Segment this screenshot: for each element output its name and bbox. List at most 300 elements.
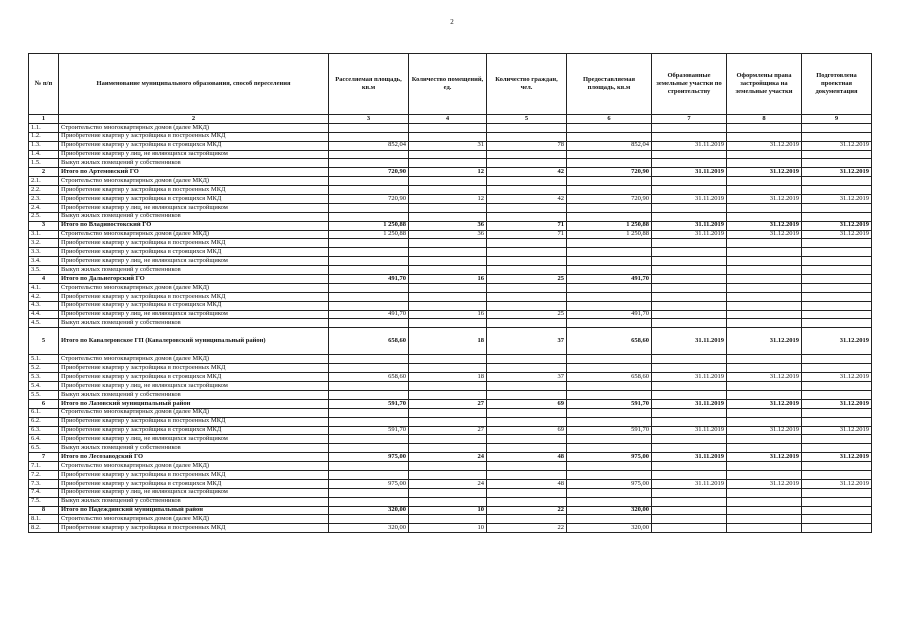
citizens-count-cell [487,364,567,373]
provided-area-cell [567,248,652,257]
developer-rights-date-cell: 31.12.2019 [727,373,802,382]
municipality-name-cell: Приобретение квартир у лиц, не являющихся застройщиком [59,435,329,444]
table-row [29,382,872,391]
developer-rights-date-cell: 31.12.2019 [727,453,802,462]
table-row-total [29,399,872,408]
table-row [29,435,872,444]
row-number-cell: 5.3. [29,373,59,382]
provided-area-cell: 720,90 [567,195,652,204]
land-plots-date-cell [652,462,727,471]
citizens-count-cell [487,515,567,524]
provided-area-cell: 320,00 [567,524,652,533]
citizens-count-cell: 22 [487,506,567,515]
project-docs-date-cell [802,364,872,373]
municipality-name-cell: Приобретение квартир у застройщика в строящихся МКД [59,479,329,488]
citizens-count-cell [487,497,567,506]
resettled-area-cell [329,390,409,399]
resettled-area-cell [329,470,409,479]
developer-rights-date-cell: 31.12.2019 [727,141,802,150]
provided-area-cell [567,364,652,373]
citizens-count-cell [487,444,567,453]
table-row [29,426,872,435]
provided-area-cell [567,470,652,479]
row-number-cell: 5.5. [29,390,59,399]
municipality-name-cell: Приобретение квартир у застройщика в построенных МКД [59,292,329,301]
premises-count-cell [409,266,487,275]
table-row [29,444,872,453]
municipality-name-cell: Строительство многоквартирных домов (далее МКД) [59,283,329,292]
land-plots-date-cell [652,319,727,328]
municipality-name-cell: Итого по Лазовский муниципальный район [59,399,329,408]
resettled-area-cell [329,150,409,159]
municipality-name-cell: Приобретение квартир у лиц, не являющихся застройщиком [59,150,329,159]
row-number-cell: 6.4. [29,435,59,444]
table-row [29,123,872,132]
municipality-name-cell: Приобретение квартир у лиц, не являющихся застройщиком [59,310,329,319]
resettled-area-cell [329,239,409,248]
row-number-cell: 3.1. [29,230,59,239]
row-number-cell: 7.1. [29,462,59,471]
premises-count-cell [409,123,487,132]
land-plots-date-cell [652,177,727,186]
land-plots-date-cell: 31.11.2019 [652,426,727,435]
table-row [29,524,872,533]
land-plots-date-cell [652,355,727,364]
project-docs-date-cell [802,177,872,186]
developer-rights-date-cell [727,239,802,248]
citizens-count-cell [487,123,567,132]
project-docs-date-cell [802,435,872,444]
citizens-count-cell: 42 [487,168,567,177]
provided-area-cell [567,497,652,506]
table-row [29,417,872,426]
resettled-area-cell [329,435,409,444]
developer-rights-date-cell [727,186,802,195]
developer-rights-date-cell [727,488,802,497]
project-docs-date-cell [802,159,872,168]
table-row [29,266,872,275]
project-docs-date-cell [802,132,872,141]
municipality-name-cell: Приобретение квартир у застройщика в построенных МКД [59,186,329,195]
municipality-name-cell: Приобретение квартир у застройщика в построенных МКД [59,239,329,248]
developer-rights-date-cell [727,417,802,426]
premises-count-cell [409,159,487,168]
developer-rights-date-cell [727,444,802,453]
resettled-area-cell [329,355,409,364]
row-number-cell: 6 [29,399,59,408]
premises-count-cell [409,319,487,328]
column-number: 1 [29,115,59,124]
premises-count-cell [409,248,487,257]
row-number-cell: 4 [29,275,59,284]
land-plots-date-cell [652,470,727,479]
table-row [29,470,872,479]
municipality-name-cell: Приобретение квартир у застройщика в построенных МКД [59,524,329,533]
project-docs-date-cell: 31.12.2019 [802,328,872,355]
citizens-count-cell [487,239,567,248]
provided-area-cell [567,408,652,417]
column-number: 8 [727,115,802,124]
citizens-count-cell: 42 [487,195,567,204]
resettled-area-cell [329,462,409,471]
resettled-area-cell [329,417,409,426]
citizens-count-cell: 69 [487,426,567,435]
land-plots-date-cell [652,408,727,417]
project-docs-date-cell [802,390,872,399]
column-number: 4 [409,115,487,124]
premises-count-cell: 24 [409,453,487,462]
municipality-name-cell: Выкуп жилых помещений у собственников [59,319,329,328]
table-row [29,248,872,257]
resettled-area-cell [329,301,409,310]
provided-area-cell: 658,60 [567,328,652,355]
premises-count-cell [409,390,487,399]
citizens-count-cell: 48 [487,479,567,488]
project-docs-date-cell [802,275,872,284]
row-number-cell: 7 [29,453,59,462]
land-plots-date-cell: 31.11.2019 [652,230,727,239]
municipality-name-cell: Приобретение квартир у застройщика в строящихся МКД [59,248,329,257]
citizens-count-cell: 37 [487,373,567,382]
premises-count-cell [409,212,487,221]
column-number-row [29,115,872,124]
provided-area-cell [567,292,652,301]
land-plots-date-cell [652,364,727,373]
developer-rights-date-cell [727,355,802,364]
project-docs-date-cell [802,310,872,319]
project-docs-date-cell [802,292,872,301]
resettlement-table [28,53,872,533]
resettled-area-cell [329,212,409,221]
municipality-name-cell: Итого по Надеждинский муниципальный район [59,506,329,515]
row-number-cell: 8 [29,506,59,515]
provided-area-cell: 591,70 [567,399,652,408]
table-row [29,230,872,239]
provided-area-cell [567,319,652,328]
table-row [29,364,872,373]
municipality-name-cell: Строительство многоквартирных домов (далее МКД) [59,123,329,132]
premises-count-cell [409,132,487,141]
developer-rights-date-cell [727,257,802,266]
land-plots-date-cell [652,506,727,515]
land-plots-date-cell: 31.11.2019 [652,453,727,462]
provided-area-cell [567,283,652,292]
municipality-name-cell: Выкуп жилых помещений у собственников [59,444,329,453]
developer-rights-date-cell [727,203,802,212]
resettled-area-cell [329,186,409,195]
resettled-area-cell: 1 250,88 [329,221,409,230]
developer-rights-date-cell: 31.12.2019 [727,195,802,204]
citizens-count-cell: 71 [487,221,567,230]
provided-area-cell [567,239,652,248]
table-row [29,141,872,150]
resettled-area-cell [329,408,409,417]
header-land-plots: Образованные земельные участки по строительству [652,54,727,115]
row-number-cell: 7.3. [29,479,59,488]
table-row-total [29,275,872,284]
municipality-name-cell: Итого по Лесозаводский ГО [59,453,329,462]
municipality-name-cell: Строительство многоквартирных домов (далее МКД) [59,462,329,471]
citizens-count-cell [487,488,567,497]
header-project-docs: Подготовлена проектная документация [802,54,872,115]
developer-rights-date-cell [727,497,802,506]
resettled-area-cell [329,132,409,141]
row-number-cell: 4.5. [29,319,59,328]
land-plots-date-cell [652,310,727,319]
resettled-area-cell: 975,00 [329,453,409,462]
row-number-cell: 2.3. [29,195,59,204]
premises-count-cell [409,470,487,479]
developer-rights-date-cell [727,292,802,301]
developer-rights-date-cell [727,150,802,159]
resettled-area-cell: 720,90 [329,168,409,177]
land-plots-date-cell [652,488,727,497]
row-number-cell: 5.2. [29,364,59,373]
provided-area-cell: 975,00 [567,479,652,488]
project-docs-date-cell: 31.12.2019 [802,373,872,382]
resettled-area-cell [329,266,409,275]
developer-rights-date-cell: 31.12.2019 [727,426,802,435]
municipality-name-cell: Выкуп жилых помещений у собственников [59,212,329,221]
premises-count-cell: 27 [409,399,487,408]
developer-rights-date-cell [727,159,802,168]
land-plots-date-cell [652,159,727,168]
provided-area-cell: 320,00 [567,506,652,515]
developer-rights-date-cell [727,248,802,257]
provided-area-cell [567,444,652,453]
citizens-count-cell [487,319,567,328]
premises-count-cell [409,382,487,391]
developer-rights-date-cell [727,123,802,132]
provided-area-cell [567,390,652,399]
developer-rights-date-cell: 31.12.2019 [727,221,802,230]
premises-count-cell: 16 [409,275,487,284]
provided-area-cell: 591,70 [567,426,652,435]
premises-count-cell [409,515,487,524]
developer-rights-date-cell [727,132,802,141]
provided-area-cell [567,515,652,524]
resettled-area-cell: 591,70 [329,426,409,435]
provided-area-cell [567,212,652,221]
premises-count-cell: 36 [409,230,487,239]
table-row-total [29,506,872,515]
provided-area-cell: 1 250,88 [567,221,652,230]
project-docs-date-cell [802,470,872,479]
row-number-cell: 4.4. [29,310,59,319]
project-docs-date-cell: 31.12.2019 [802,426,872,435]
land-plots-date-cell [652,248,727,257]
premises-count-cell [409,462,487,471]
citizens-count-cell [487,417,567,426]
land-plots-date-cell [652,203,727,212]
municipality-name-cell: Строительство многоквартирных домов (далее МКД) [59,515,329,524]
citizens-count-cell [487,470,567,479]
developer-rights-date-cell: 31.12.2019 [727,399,802,408]
row-number-cell: 8.1. [29,515,59,524]
premises-count-cell [409,203,487,212]
provided-area-cell [567,435,652,444]
land-plots-date-cell [652,390,727,399]
provided-area-cell [567,186,652,195]
land-plots-date-cell: 31.11.2019 [652,399,727,408]
citizens-count-cell [487,212,567,221]
developer-rights-date-cell [727,301,802,310]
project-docs-date-cell [802,417,872,426]
municipality-name-cell: Итого по Кавалеровское ГП (Кавалеровский муниципальный район) [59,328,329,355]
resettled-area-cell [329,283,409,292]
citizens-count-cell: 37 [487,328,567,355]
row-number-cell: 6.1. [29,408,59,417]
premises-count-cell [409,497,487,506]
project-docs-date-cell [802,283,872,292]
provided-area-cell: 720,90 [567,168,652,177]
land-plots-date-cell [652,123,727,132]
provided-area-cell [567,355,652,364]
citizens-count-cell [487,150,567,159]
developer-rights-date-cell [727,275,802,284]
premises-count-cell [409,355,487,364]
table-row [29,177,872,186]
table-row [29,292,872,301]
municipality-name-cell: Приобретение квартир у лиц, не являющихся застройщиком [59,488,329,497]
table-row [29,283,872,292]
row-number-cell: 2.5. [29,212,59,221]
developer-rights-date-cell [727,515,802,524]
header-citizens-count: Количество граждан, чел. [487,54,567,115]
municipality-name-cell: Итого по Дальнегорский ГО [59,275,329,284]
resettled-area-cell [329,364,409,373]
table-row [29,462,872,471]
resettled-area-cell [329,382,409,391]
premises-count-cell: 24 [409,479,487,488]
resettled-area-cell [329,497,409,506]
table-row [29,373,872,382]
premises-count-cell [409,364,487,373]
row-number-cell: 1.3. [29,141,59,150]
table-row [29,257,872,266]
provided-area-cell [567,301,652,310]
municipality-name-cell: Приобретение квартир у лиц, не являющихся застройщиком [59,382,329,391]
resettled-area-cell [329,515,409,524]
table-row [29,390,872,399]
citizens-count-cell [487,132,567,141]
citizens-count-cell: 69 [487,399,567,408]
land-plots-date-cell [652,444,727,453]
developer-rights-date-cell [727,177,802,186]
provided-area-cell [567,462,652,471]
row-number-cell: 7.5. [29,497,59,506]
header-row-number: № п/п [29,54,59,115]
municipality-name-cell: Строительство многоквартирных домов (далее МКД) [59,230,329,239]
municipality-name-cell: Приобретение квартир у застройщика в построенных МКД [59,470,329,479]
land-plots-date-cell [652,150,727,159]
premises-count-cell: 10 [409,524,487,533]
row-number-cell: 3.4. [29,257,59,266]
project-docs-date-cell [802,123,872,132]
citizens-count-cell [487,408,567,417]
land-plots-date-cell [652,292,727,301]
table-header-row [29,54,872,115]
resettled-area-cell [329,444,409,453]
citizens-count-cell: 71 [487,230,567,239]
resettled-area-cell: 491,70 [329,310,409,319]
resettled-area-cell: 852,04 [329,141,409,150]
municipality-name-cell: Приобретение квартир у застройщика в строящихся МКД [59,141,329,150]
provided-area-cell [567,150,652,159]
table-row [29,195,872,204]
developer-rights-date-cell [727,382,802,391]
project-docs-date-cell [802,257,872,266]
land-plots-date-cell [652,186,727,195]
resettled-area-cell [329,248,409,257]
developer-rights-date-cell [727,319,802,328]
row-number-cell: 3.5. [29,266,59,275]
project-docs-date-cell: 31.12.2019 [802,399,872,408]
resettled-area-cell [329,257,409,266]
developer-rights-date-cell [727,506,802,515]
municipality-name-cell: Строительство многоквартирных домов (далее МКД) [59,408,329,417]
row-number-cell: 8.2. [29,524,59,533]
provided-area-cell: 658,60 [567,373,652,382]
developer-rights-date-cell [727,435,802,444]
resettled-area-cell [329,123,409,132]
row-number-cell: 3.2. [29,239,59,248]
project-docs-date-cell [802,301,872,310]
municipality-name-cell: Приобретение квартир у застройщика в строящихся МКД [59,301,329,310]
row-number-cell: 6.3. [29,426,59,435]
premises-count-cell [409,444,487,453]
project-docs-date-cell [802,266,872,275]
premises-count-cell [409,283,487,292]
table-row [29,150,872,159]
developer-rights-date-cell [727,470,802,479]
project-docs-date-cell [802,497,872,506]
municipality-name-cell: Выкуп жилых помещений у собственников [59,266,329,275]
table-row-total [29,221,872,230]
citizens-count-cell [487,203,567,212]
row-number-cell: 7.4. [29,488,59,497]
citizens-count-cell [487,283,567,292]
premises-count-cell: 10 [409,506,487,515]
premises-count-cell [409,488,487,497]
citizens-count-cell [487,382,567,391]
premises-count-cell: 31 [409,141,487,150]
column-number: 5 [487,115,567,124]
developer-rights-date-cell [727,524,802,533]
premises-count-cell: 18 [409,373,487,382]
project-docs-date-cell: 31.12.2019 [802,195,872,204]
header-municipality: Наименование муниципального образования, способ переселения [59,54,329,115]
resettled-area-cell: 720,90 [329,195,409,204]
developer-rights-date-cell: 31.12.2019 [727,479,802,488]
table-row [29,159,872,168]
project-docs-date-cell [802,462,872,471]
provided-area-cell: 1 250,88 [567,230,652,239]
land-plots-date-cell: 31.11.2019 [652,328,727,355]
resettled-area-cell [329,292,409,301]
project-docs-date-cell [802,186,872,195]
municipality-name-cell: Приобретение квартир у застройщика в построенных МКД [59,132,329,141]
premises-count-cell [409,417,487,426]
land-plots-date-cell: 31.11.2019 [652,221,727,230]
column-number: 7 [652,115,727,124]
resettled-area-cell [329,319,409,328]
row-number-cell: 6.2. [29,417,59,426]
municipality-name-cell: Строительство многоквартирных домов (далее МКД) [59,355,329,364]
land-plots-date-cell [652,417,727,426]
project-docs-date-cell [802,319,872,328]
row-number-cell: 4.2. [29,292,59,301]
